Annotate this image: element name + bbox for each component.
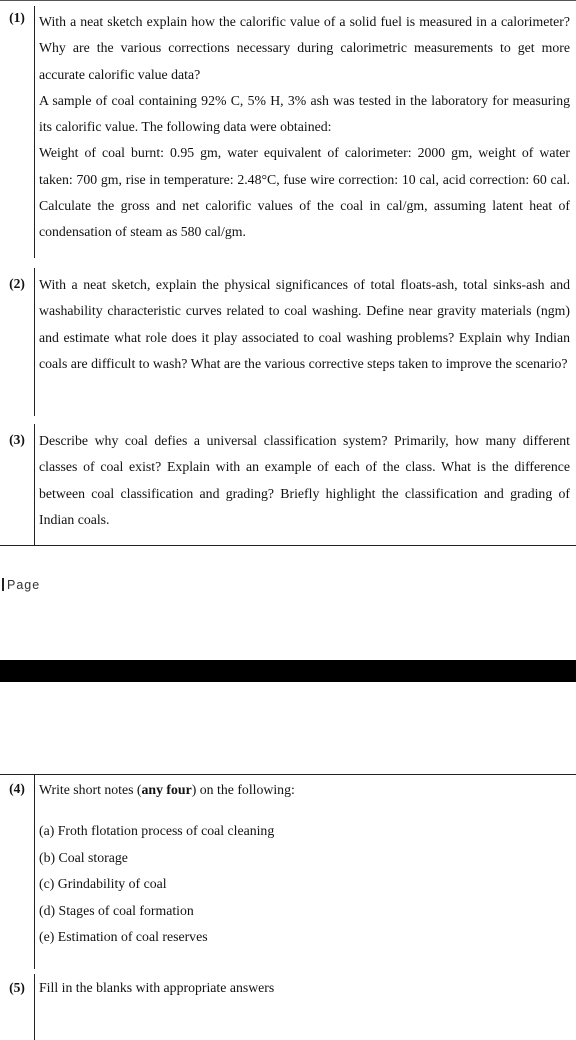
page-break: [0, 660, 576, 682]
question-paragraph: With a neat sketch explain how the calorific value of a solid fuel is measured in a calorimeter? Why are the various corrections necessary during calorimetric measurements to get more accurate calorific value data?: [39, 6, 570, 88]
list-item: (c) Grindability of coal: [39, 871, 570, 898]
question-paragraph: Weight of coal burnt: 0.95 gm, water equivalent of calorimeter: 2000 gm, weight of water taken: 700 gm, rise in temperature: 2.48°C, fuse wire correction: 10 cal, acid correction: 60 cal. Calculate the gross and net calorific values of the coal in cal/gm, assuming latent heat of condensation of steam as 580 cal/gm.: [39, 140, 570, 245]
question-number: (4): [0, 775, 35, 969]
question-paragraph: Describe why coal defies a universal classification system? Primarily, how many different classes of coal exist? Explain with an example of each of the class. What is the difference between coal classification and grading? Briefly highlight the classification and grading of Indian coals.: [39, 424, 570, 533]
table-bottom-border: [0, 545, 576, 546]
list-item: (d) Stages of coal formation: [39, 898, 570, 925]
question-body: [35, 775, 576, 969]
footer-page-label: Page: [7, 578, 40, 592]
question-4: [0, 775, 576, 969]
footer-separator: [2, 578, 4, 591]
question-number: (2): [0, 268, 35, 416]
question-2: [0, 268, 576, 416]
question-intro: [39, 780, 570, 800]
list-item: (e) Estimation of coal reserves: [39, 924, 570, 951]
question-body: [35, 424, 576, 545]
question-number: (5): [0, 974, 35, 1040]
short-notes-list: [39, 818, 570, 951]
intro-text: ) on the following:: [192, 782, 295, 797]
list-item: (b) Coal storage: [39, 845, 570, 872]
list-item: (a) Froth flotation process of coal cleaning: [39, 818, 570, 845]
question-body: [35, 6, 576, 258]
exam-page-2: [0, 682, 576, 1024]
question-body: [35, 974, 576, 1040]
intro-text: Write short notes (: [39, 782, 142, 797]
question-3: [0, 424, 576, 545]
page-footer: [2, 578, 40, 592]
question-number: (3): [0, 424, 35, 545]
page-top-border: [0, 0, 576, 1]
question-body: [35, 268, 576, 416]
question-5: [0, 974, 576, 1040]
question-number: (1): [0, 6, 35, 258]
intro-emphasis: any four: [142, 782, 192, 797]
question-paragraph: With a neat sketch, explain the physical significances of total floats-ash, total sinks-ash and washability characteristic curves related to coal washing. Define near gravity materials (ngm) and estimate what role does it play associated to coal washing problems? Explain why Indian coals are difficult to wash? What are the various corrective steps taken to improve the scenario?: [39, 268, 570, 377]
question-paragraph: A sample of coal containing 92% C, 5% H, 3% ash was tested in the laboratory for measuring its calorific value. The following data were obtained:: [39, 88, 570, 141]
question-text: Fill in the blanks with appropriate answers: [39, 980, 570, 996]
question-1: [0, 6, 576, 258]
